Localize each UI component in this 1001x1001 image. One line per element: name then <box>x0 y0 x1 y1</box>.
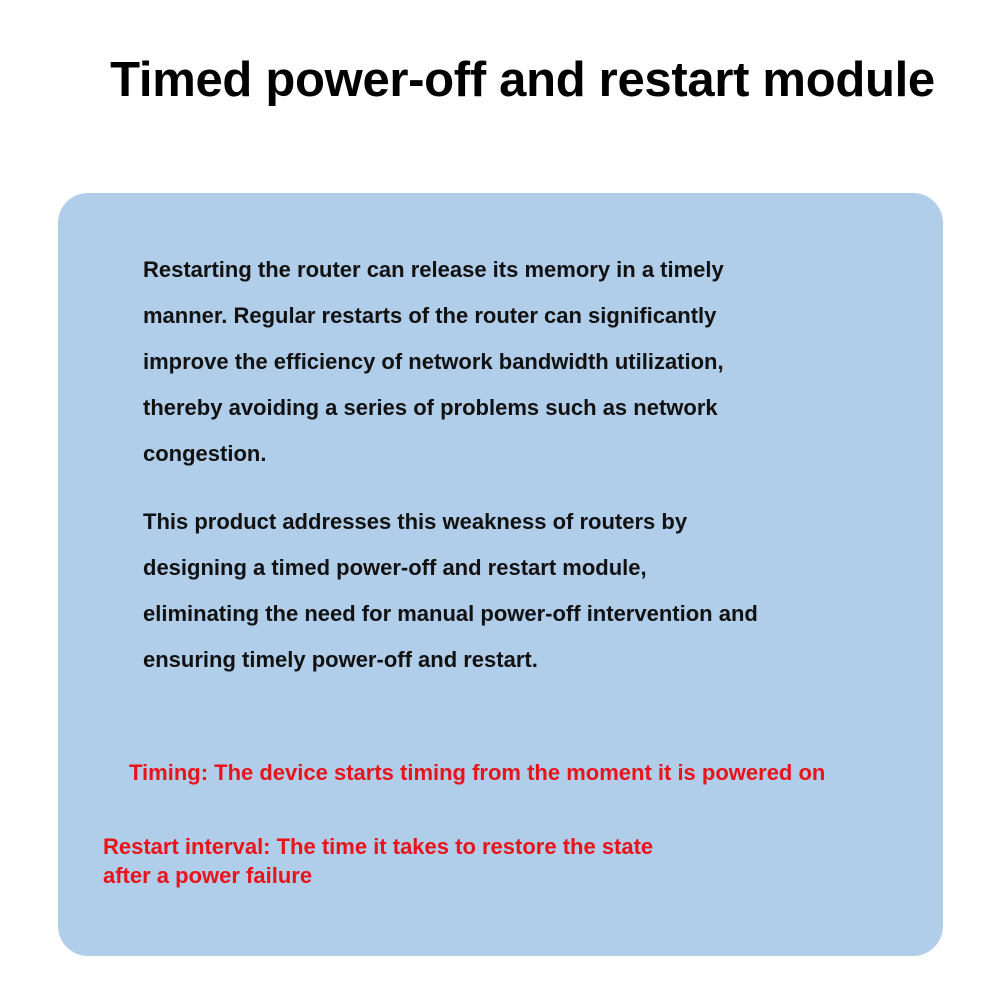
note-line: after a power failure <box>103 863 313 888</box>
paragraph-product-solution <box>143 499 883 683</box>
paragraph-line: designing a timed power-off and restart module, <box>143 555 647 580</box>
info-panel <box>58 193 943 956</box>
paragraph-line: manner. Regular restarts of the router can significantly <box>143 303 717 328</box>
paragraph-line: Restarting the router can release its memory in a timely <box>143 257 724 282</box>
paragraph-line: thereby avoiding a series of problems such as network <box>143 395 718 420</box>
timing-note: Timing: The device starts timing from the moment it is powered on <box>129 760 826 785</box>
note-line: Restart interval: The time it takes to restore the state <box>103 834 654 859</box>
paragraph-line: This product addresses this weakness of routers by <box>143 509 688 534</box>
page-title: Timed power-off and restart module <box>110 53 935 107</box>
paragraph-line: eliminating the need for manual power-off intervention and <box>143 601 758 626</box>
paragraph-line: improve the efficiency of network bandwidth utilization, <box>143 349 724 374</box>
restart-interval-note <box>103 832 653 890</box>
paragraph-router-restart-benefits <box>143 247 863 477</box>
paragraph-line: ensuring timely power-off and restart. <box>143 647 538 672</box>
paragraph-line: congestion. <box>143 441 267 466</box>
